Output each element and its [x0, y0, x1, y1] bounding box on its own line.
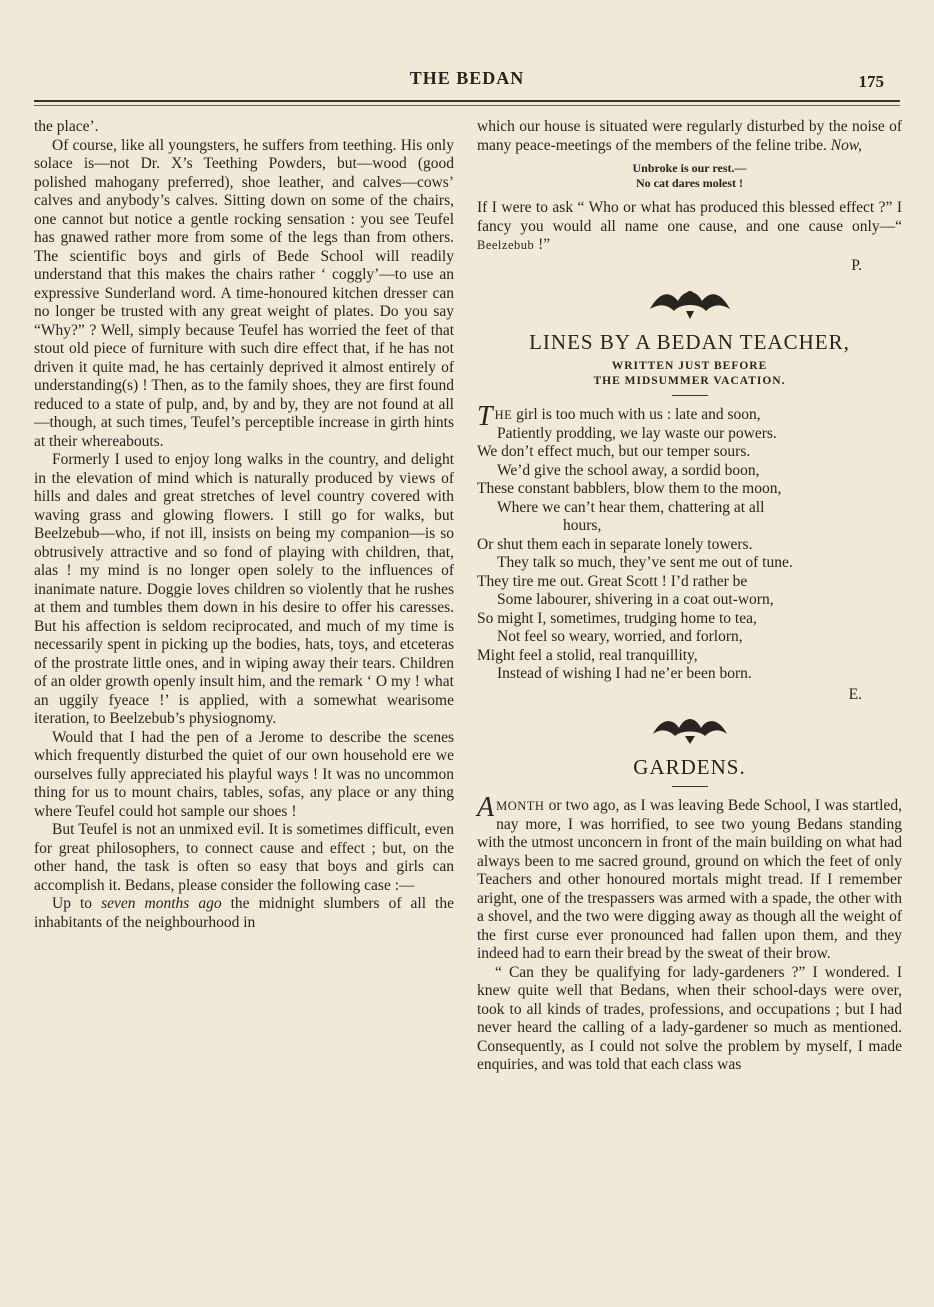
- running-title: THE BEDAN: [409, 68, 525, 88]
- signature: P.: [851, 256, 862, 274]
- poem-line: Patiently prodding, we lay waste our powers.: [497, 424, 777, 442]
- divider: [672, 786, 708, 787]
- poem-line: Might feel a stolid, real tranquillity,: [477, 646, 698, 664]
- text-run: or two ago, as I was leaving Bede School, I was startled, nay more, I was horrified, to see two young Bedans standing with the utmost unconcern in front of the main building on what had always been to me sacred ground, ground on which the feet of only Teachers and other honoured mortals might tread. If I remember aright, one of the trespassers was armed with a spade, the other with a shovel, and the two were digging away as though all the weight of the first curse ever pronounced had fallen upon them, and they indeed had to earn their bread by the sweat of their brow.: [477, 797, 902, 962]
- poem-line: Not feel so weary, worried, and forlorn,: [497, 628, 743, 645]
- poem-line: Some labourer, shivering in a coat out-worn,: [497, 591, 774, 608]
- paragraph: [477, 792, 902, 964]
- poem-line: They tire me out. Great Scott ! I’d rather be: [477, 572, 748, 590]
- poem-subtitle: WRITTEN JUST BEFORE: [611, 360, 768, 372]
- paragraph: But Teufel is not an unmixed evil. It is sometimes difficult, even for great philosophers, to connect cause and effect ; but, on the other hand, the task is often so easy that boys and girls can accomplish it. Bedans, please consider the following case :—: [34, 821, 454, 894]
- text-run: girl is too much with us : late and soon,: [512, 406, 761, 423]
- verse-line: Unbroke is our rest.—: [632, 161, 747, 175]
- text-run: HE: [494, 408, 513, 422]
- poem-line: Where we can’t hear them, chattering at all: [497, 498, 765, 516]
- emphasis: seven months ago: [101, 895, 222, 912]
- text-run: Up to: [52, 895, 102, 912]
- emphasis: Now,: [830, 136, 862, 154]
- paragraph: “ Can they be qualifying for lady-gardeners ?” I wondered. I knew quite well that Bedans, when their school-days were over, took to all kinds of trades, professions, and occupations ; but I had never heard the calling of a lady-gardener so much as mentioned. Consequently, as I could not solve the problem by myself, I made enquiries, and was told that each class was: [477, 963, 902, 1073]
- page-header: [30, 62, 904, 102]
- paragraph: Formerly I used to enjoy long walks in the country, and delight in the elevation of mind which is naturally produced by views of hills and dales and great stretches of level country covered with waving grass and glowing flowers. I still go for walks, but Beelzebub—who, if not ill, insists on being my companion—is so obtrusively attractive and so fond of playing with children, that, alas ! my mind is no longer open solely to the influences of inanimate nature. Doggie loves children so violently that he rushes at them and tumbles them down in his desire to offer his caresses. But his affection is seldom reciprocated, and much of my time is necessarily spent in picking up the bodies, hats, toys, and etceteras of the prostrate little ones, and in wiping away their tears. Children of an older growth openly insult him, and the remark ‘ O my ! what an uggily fyeace !’ is applied, with a somewhat wearisome iteration, to Beelzebub’s physiognomy.: [34, 451, 454, 727]
- poem-line: We don’t effect much, but our temper sours.: [477, 443, 751, 460]
- paragraph: [477, 118, 902, 155]
- text-run: the midnight slumbers of all the inhabitants of the neighbourhood in: [34, 895, 454, 931]
- header-rule: [34, 100, 900, 102]
- drop-cap: T: [477, 401, 493, 432]
- right-column: [477, 118, 902, 1075]
- verse-line: No cat dares molest !: [635, 176, 744, 190]
- paragraph: [477, 199, 902, 255]
- poem-title: LINES BY A BEDAN TEACHER,: [529, 330, 850, 354]
- header-rule-thin: [34, 105, 900, 106]
- poem-line: They talk so much, they’ve sent me out of tune.: [497, 554, 793, 571]
- drop-cap: A: [477, 792, 495, 823]
- left-column: [34, 118, 454, 932]
- text-run: If I were to ask “ Who or what has produced this blessed effect ?” I fancy you would all name one cause, and one cause only—“: [477, 199, 902, 235]
- small-verse: [477, 161, 902, 191]
- text-run: which our house is situated were regularly disturbed by the noise of many peace-meetings of the members of the feline tribe.: [477, 118, 902, 154]
- paragraph: Would that I had the pen of a Jerome to describe the scenes which frequently disturbed the quiet of our own household ere we ourselves fully appreciated his playful ways ! It was no uncommon thing for us to mount chairs, tables, sofas, any place or any thing where Teufel could hot sample our shoes !: [34, 728, 454, 820]
- poem-line: These constant babblers, blow them to the moon,: [477, 480, 782, 497]
- small-caps-name: Beelzebub: [477, 238, 535, 252]
- poem-line: [477, 401, 902, 432]
- poem-subtitle: THE MIDSUMMER VACATION.: [593, 375, 786, 387]
- paragraph: [34, 895, 454, 932]
- poem-line: Instead of wishing I had ne’er been born.: [497, 665, 752, 682]
- poem-line: Or shut them each in separate lonely towers.: [477, 535, 753, 553]
- text-run: MONTH: [496, 799, 545, 813]
- paragraph: the place’.: [34, 118, 99, 135]
- signature: E.: [848, 685, 862, 703]
- fleuron-ornament-icon: [640, 281, 740, 321]
- gardens-title: GARDENS.: [633, 755, 746, 779]
- divider: [672, 395, 708, 396]
- poem-line: We’d give the school away, a sordid boon,: [497, 461, 760, 479]
- text-run: !”: [534, 236, 551, 253]
- poem-line: hours,: [563, 517, 602, 534]
- poem-line: So might I, sometimes, trudging home to tea,: [477, 609, 757, 627]
- poem: [477, 401, 902, 684]
- fleuron-ornament-icon: [645, 710, 735, 746]
- paragraph: Of course, like all youngsters, he suffers from teething. His only solace is—not Dr. X’s Teething Powders, but—wood (good polished mahogany preferred), shoe leather, and calves—cows’ calves and anybody’s calves. Sitting down on some of the chairs, one cannot but notice a gentle rocking sensation : you see Teufel has gnawed rather more from some of the legs than from others. The scientific boys and girls of Bede School will readily understand that this makes the chairs rather ‘ coggly’—to use an expressive Sunderland word. A time-honoured kitchen dresser can no longer be trusted with any great weight of plates. Do you say “Why?” ? Well, simply because Teufel has worried the feet of that stout old piece of furniture with such dire effect that, if he has not driven it quite mad, he has certainly deprived it almost entirely of understanding(s) ! Then, as to the family shoes, they are first found reduced to a state of pulp, and, by and by, they are not found at all—though, at such times, Teufel’s perceptible increase in girth hints at their whereabouts.: [34, 136, 454, 450]
- page-number: 175: [858, 72, 884, 91]
